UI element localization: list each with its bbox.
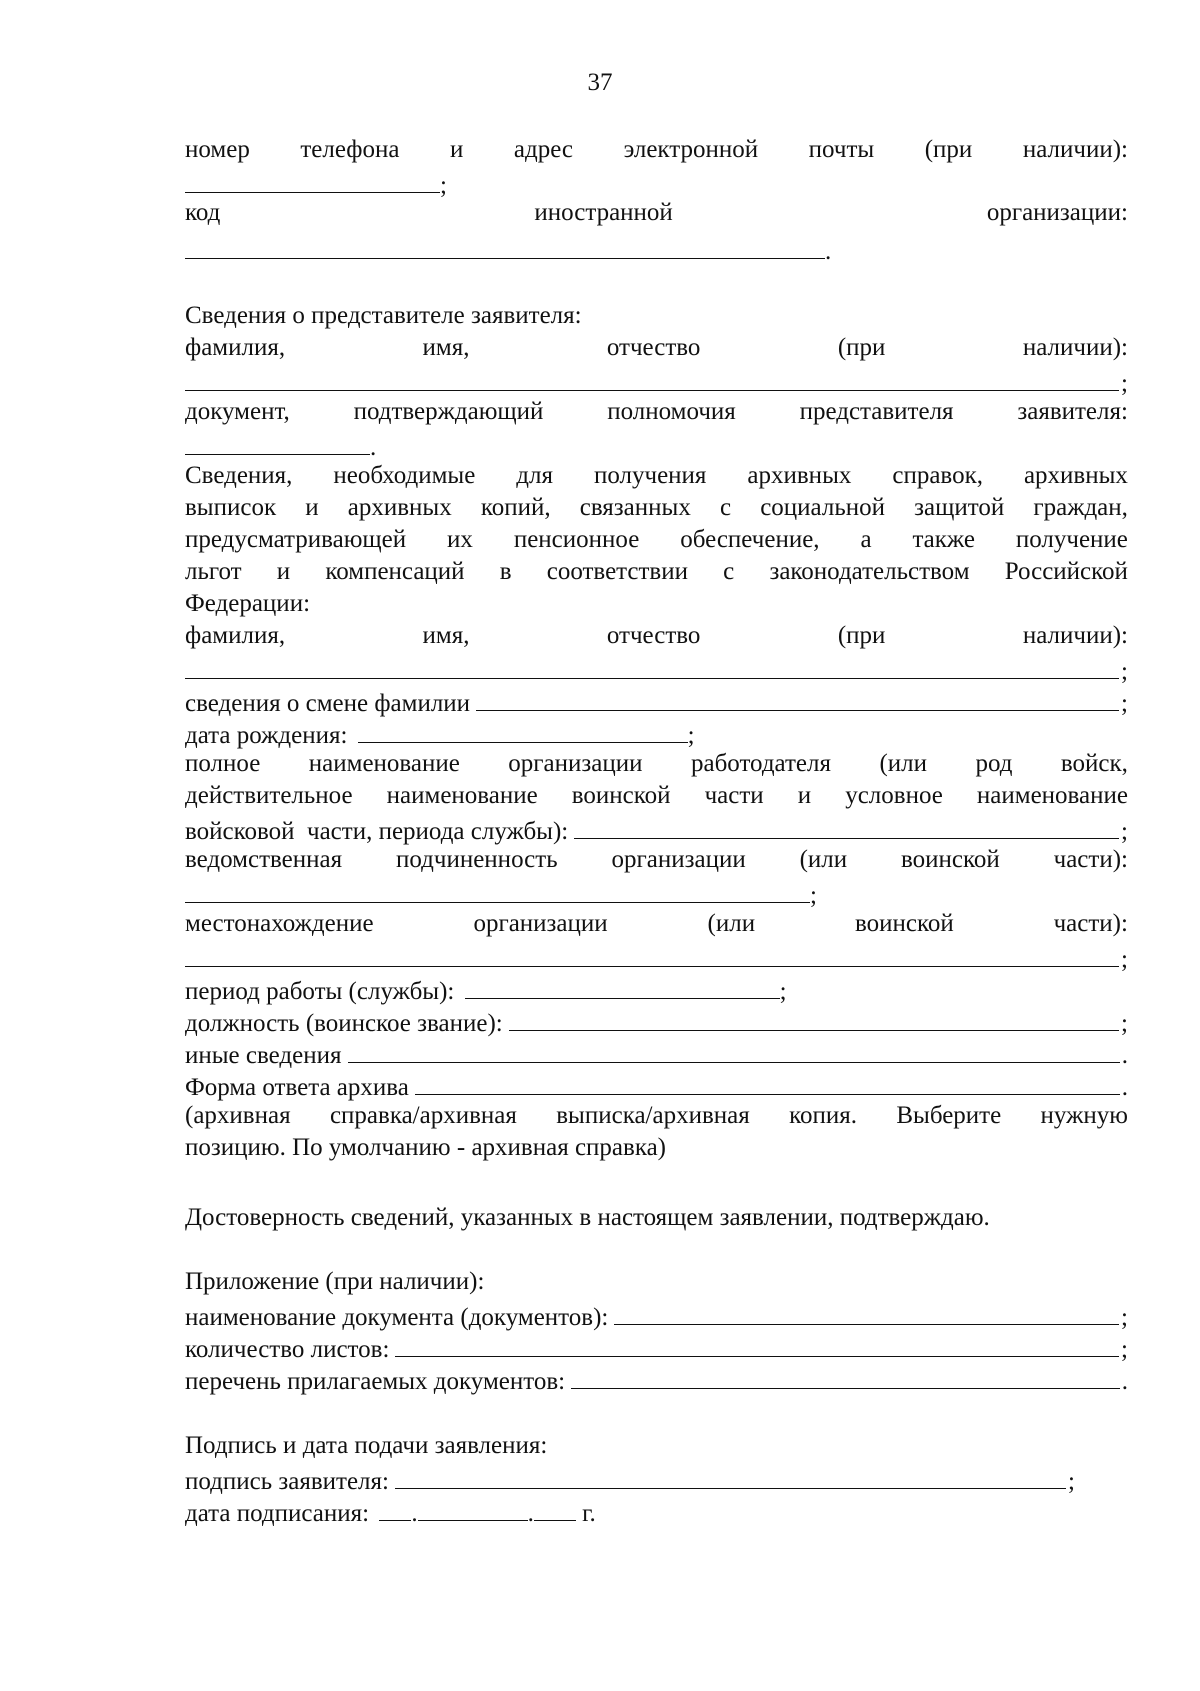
word: выписка/архивная	[556, 1102, 750, 1129]
word: копия.	[789, 1102, 857, 1129]
punct: .	[825, 238, 832, 265]
word: социальной	[760, 494, 886, 521]
paragraph-line	[185, 460, 1128, 492]
answer-form-note	[185, 1100, 1128, 1132]
phone-email-line	[185, 134, 1128, 166]
word: и	[449, 136, 464, 163]
employer-line	[185, 780, 1128, 812]
word: (или	[799, 846, 848, 873]
attachment-heading: Приложение (при наличии):	[185, 1268, 485, 1295]
phone-email-blank	[185, 166, 1128, 198]
paragraph-line	[185, 524, 1128, 556]
word: (или	[879, 750, 928, 777]
surname-change-field	[185, 684, 1128, 716]
word: иностранной	[534, 199, 673, 226]
word: получение	[1015, 526, 1128, 553]
word: наличии):	[1022, 622, 1128, 649]
word: части	[704, 782, 764, 809]
word: граждан,	[1033, 494, 1128, 521]
word: (при	[924, 136, 973, 163]
signing-date-field	[185, 1494, 1128, 1526]
word: архивных	[747, 462, 852, 489]
rep-fio-line	[185, 332, 1128, 364]
word: обеспечение,	[680, 526, 820, 553]
rep-fio-blank	[185, 364, 1128, 396]
word: с	[723, 558, 735, 585]
word: Сведения,	[185, 462, 293, 489]
signature-field	[185, 1462, 1075, 1494]
blank-underline[interactable]	[185, 232, 825, 259]
word: действительное	[185, 782, 353, 809]
sheet-count-field	[185, 1330, 1128, 1362]
rep-document-blank	[185, 428, 1128, 460]
word: Выберите	[896, 1102, 1002, 1129]
word: в	[499, 558, 512, 585]
punct: ;	[687, 722, 695, 749]
word: отчество	[606, 622, 701, 649]
word: заявителя:	[1017, 398, 1128, 425]
other-info-field	[185, 1036, 1128, 1068]
word: наличии):	[1022, 334, 1128, 361]
word: их	[447, 526, 473, 553]
field-label: дата рождения:	[185, 722, 348, 749]
punct: ;	[1121, 818, 1128, 845]
word: организации	[473, 910, 608, 937]
paragraph-line	[185, 492, 1128, 524]
blank-underline[interactable]	[185, 428, 370, 455]
word: также	[912, 526, 975, 553]
word: необходимые	[333, 462, 476, 489]
punct: .	[1121, 1368, 1128, 1395]
blank-underline[interactable]	[185, 940, 1119, 967]
word: адрес	[513, 136, 574, 163]
word: отчество	[606, 334, 701, 361]
word: наименование	[976, 782, 1128, 809]
word: выписок	[185, 494, 277, 521]
word: номер	[185, 136, 250, 163]
day-blank[interactable]	[379, 1494, 411, 1521]
blank-underline[interactable]	[395, 1330, 1119, 1357]
blank-underline[interactable]	[395, 1462, 1066, 1489]
punct: ;	[1121, 658, 1128, 685]
word: род	[975, 750, 1013, 777]
blank-underline[interactable]	[614, 1298, 1119, 1325]
word: наличии):	[1022, 136, 1128, 163]
page-number: 37	[587, 69, 613, 96]
blank-underline[interactable]	[465, 972, 780, 999]
answer-form-field	[185, 1068, 1128, 1100]
year-blank[interactable]	[534, 1494, 576, 1521]
punct: ;	[1121, 370, 1128, 397]
field-label: войсковой части, периода службы):	[185, 818, 569, 845]
punct: ;	[1121, 1304, 1128, 1331]
word: нужную	[1040, 1102, 1128, 1129]
blank-underline[interactable]	[185, 166, 440, 193]
month-blank[interactable]	[418, 1494, 528, 1521]
word: подчиненность	[396, 846, 558, 873]
word: полное	[185, 750, 261, 777]
word: электронной	[623, 136, 759, 163]
word: телефона	[300, 136, 400, 163]
field-label: иные сведения	[185, 1042, 342, 1069]
blank-underline[interactable]	[185, 364, 1119, 391]
representative-heading: Сведения о представителе заявителя:	[185, 302, 582, 329]
word: части):	[1053, 846, 1128, 873]
word: код	[185, 199, 221, 226]
subordination-blank	[185, 876, 1128, 908]
blank-underline[interactable]	[509, 1004, 1119, 1031]
punct: ;	[1121, 1010, 1128, 1037]
word: полномочия	[607, 398, 736, 425]
blank-underline[interactable]	[476, 684, 1119, 711]
word: получения	[593, 462, 707, 489]
word: работодателя	[690, 750, 831, 777]
field-label: должность (воинское звание):	[185, 1010, 503, 1037]
word: (при	[837, 334, 886, 361]
blank-underline[interactable]	[185, 876, 810, 903]
blank-underline[interactable]	[574, 812, 1119, 839]
doc-list-field	[185, 1362, 1128, 1394]
location-blank	[185, 940, 1128, 972]
word: (архивная	[185, 1102, 291, 1129]
punct: ;	[810, 882, 817, 909]
word: наименование	[308, 750, 460, 777]
military-unit-field	[185, 812, 1128, 844]
word: с	[719, 494, 732, 521]
word: защитой	[914, 494, 1005, 521]
answer-form-note: позицию. По умолчанию - архивная справка)	[185, 1134, 667, 1161]
punct: .	[370, 434, 377, 461]
word: льгот	[185, 558, 242, 585]
word: архивных	[1023, 462, 1128, 489]
year-suffix: г.	[582, 1500, 596, 1527]
blank-underline[interactable]	[358, 716, 688, 743]
punct: .	[1121, 1042, 1128, 1069]
word: ведомственная	[185, 846, 343, 873]
employer-line	[185, 748, 1128, 780]
punct: .	[1121, 1074, 1128, 1101]
blank-underline[interactable]	[415, 1068, 1120, 1095]
punct: ;	[440, 172, 447, 199]
punct: ;	[1121, 1336, 1128, 1363]
subordination-line	[185, 844, 1128, 876]
rep-document-line	[185, 396, 1128, 428]
word: архивных	[347, 494, 452, 521]
word: документ,	[185, 398, 290, 425]
word: условное	[845, 782, 943, 809]
paragraph-line	[185, 556, 1128, 588]
word: законодательством	[769, 558, 970, 585]
confirmation-text: Достоверность сведений, указанных в настоящем заявлении, подтверждаю.	[185, 1204, 990, 1231]
signature-heading: Подпись и дата подачи заявления:	[185, 1432, 548, 1459]
punct: ;	[1121, 946, 1128, 973]
field-label: наименование документа (документов):	[185, 1304, 609, 1331]
word: и	[305, 494, 319, 521]
word: предусматривающей	[185, 526, 407, 553]
word: а	[860, 526, 872, 553]
field-label: дата подписания:	[185, 1500, 370, 1527]
word: копий,	[480, 494, 551, 521]
word: воинской	[854, 910, 954, 937]
punct: ;	[779, 978, 787, 1005]
word: войск,	[1060, 750, 1128, 777]
word: (при	[837, 622, 886, 649]
punct: .	[527, 1500, 534, 1527]
word: для	[516, 462, 553, 489]
word: справка/архивная	[329, 1102, 517, 1129]
word: справок,	[892, 462, 983, 489]
word: и	[276, 558, 291, 585]
word: почты	[808, 136, 875, 163]
word: местонахождение	[185, 910, 374, 937]
foreign-org-code-blank	[185, 232, 1128, 264]
word: фамилия,	[185, 622, 286, 649]
word: организации	[611, 846, 746, 873]
field-label: сведения о смене фамилии	[185, 690, 471, 717]
word: связанных	[579, 494, 691, 521]
word: (или	[707, 910, 756, 937]
word: подтверждающий	[353, 398, 544, 425]
word: пенсионное	[513, 526, 640, 553]
field-label: количество листов:	[185, 1336, 390, 1363]
punct: ;	[1121, 690, 1128, 717]
fio-line	[185, 620, 1128, 652]
word: организации:	[986, 199, 1128, 226]
fio-blank	[185, 652, 1128, 684]
word: воинской	[901, 846, 1000, 873]
word: фамилия,	[185, 334, 286, 361]
work-period-field	[185, 972, 1128, 1004]
blank-underline[interactable]	[571, 1362, 1120, 1389]
word: и	[797, 782, 812, 809]
word: воинской	[571, 782, 671, 809]
word: соответствии	[546, 558, 688, 585]
word: компенсаций	[325, 558, 465, 585]
birth-date-field	[185, 716, 1128, 748]
field-label: перечень прилагаемых документов:	[185, 1368, 566, 1395]
field-label: период работы (службы):	[185, 978, 455, 1005]
word: наименование	[386, 782, 538, 809]
field-label: подпись заявителя:	[185, 1468, 389, 1495]
position-field	[185, 1004, 1128, 1036]
word: части):	[1053, 910, 1128, 937]
word: имя,	[422, 622, 470, 649]
word: представителя	[799, 398, 954, 425]
location-line	[185, 908, 1128, 940]
blank-underline[interactable]	[185, 652, 1119, 679]
word: имя,	[422, 334, 470, 361]
punct: .	[411, 1500, 418, 1527]
foreign-org-code-line	[185, 197, 1128, 229]
field-label: Форма ответа архива	[185, 1074, 409, 1101]
paragraph-line: Федерации:	[185, 590, 311, 617]
blank-underline[interactable]	[348, 1036, 1120, 1063]
word: организации	[508, 750, 643, 777]
word: Российской	[1004, 558, 1128, 585]
doc-name-field	[185, 1298, 1128, 1330]
punct: ;	[1068, 1468, 1075, 1495]
